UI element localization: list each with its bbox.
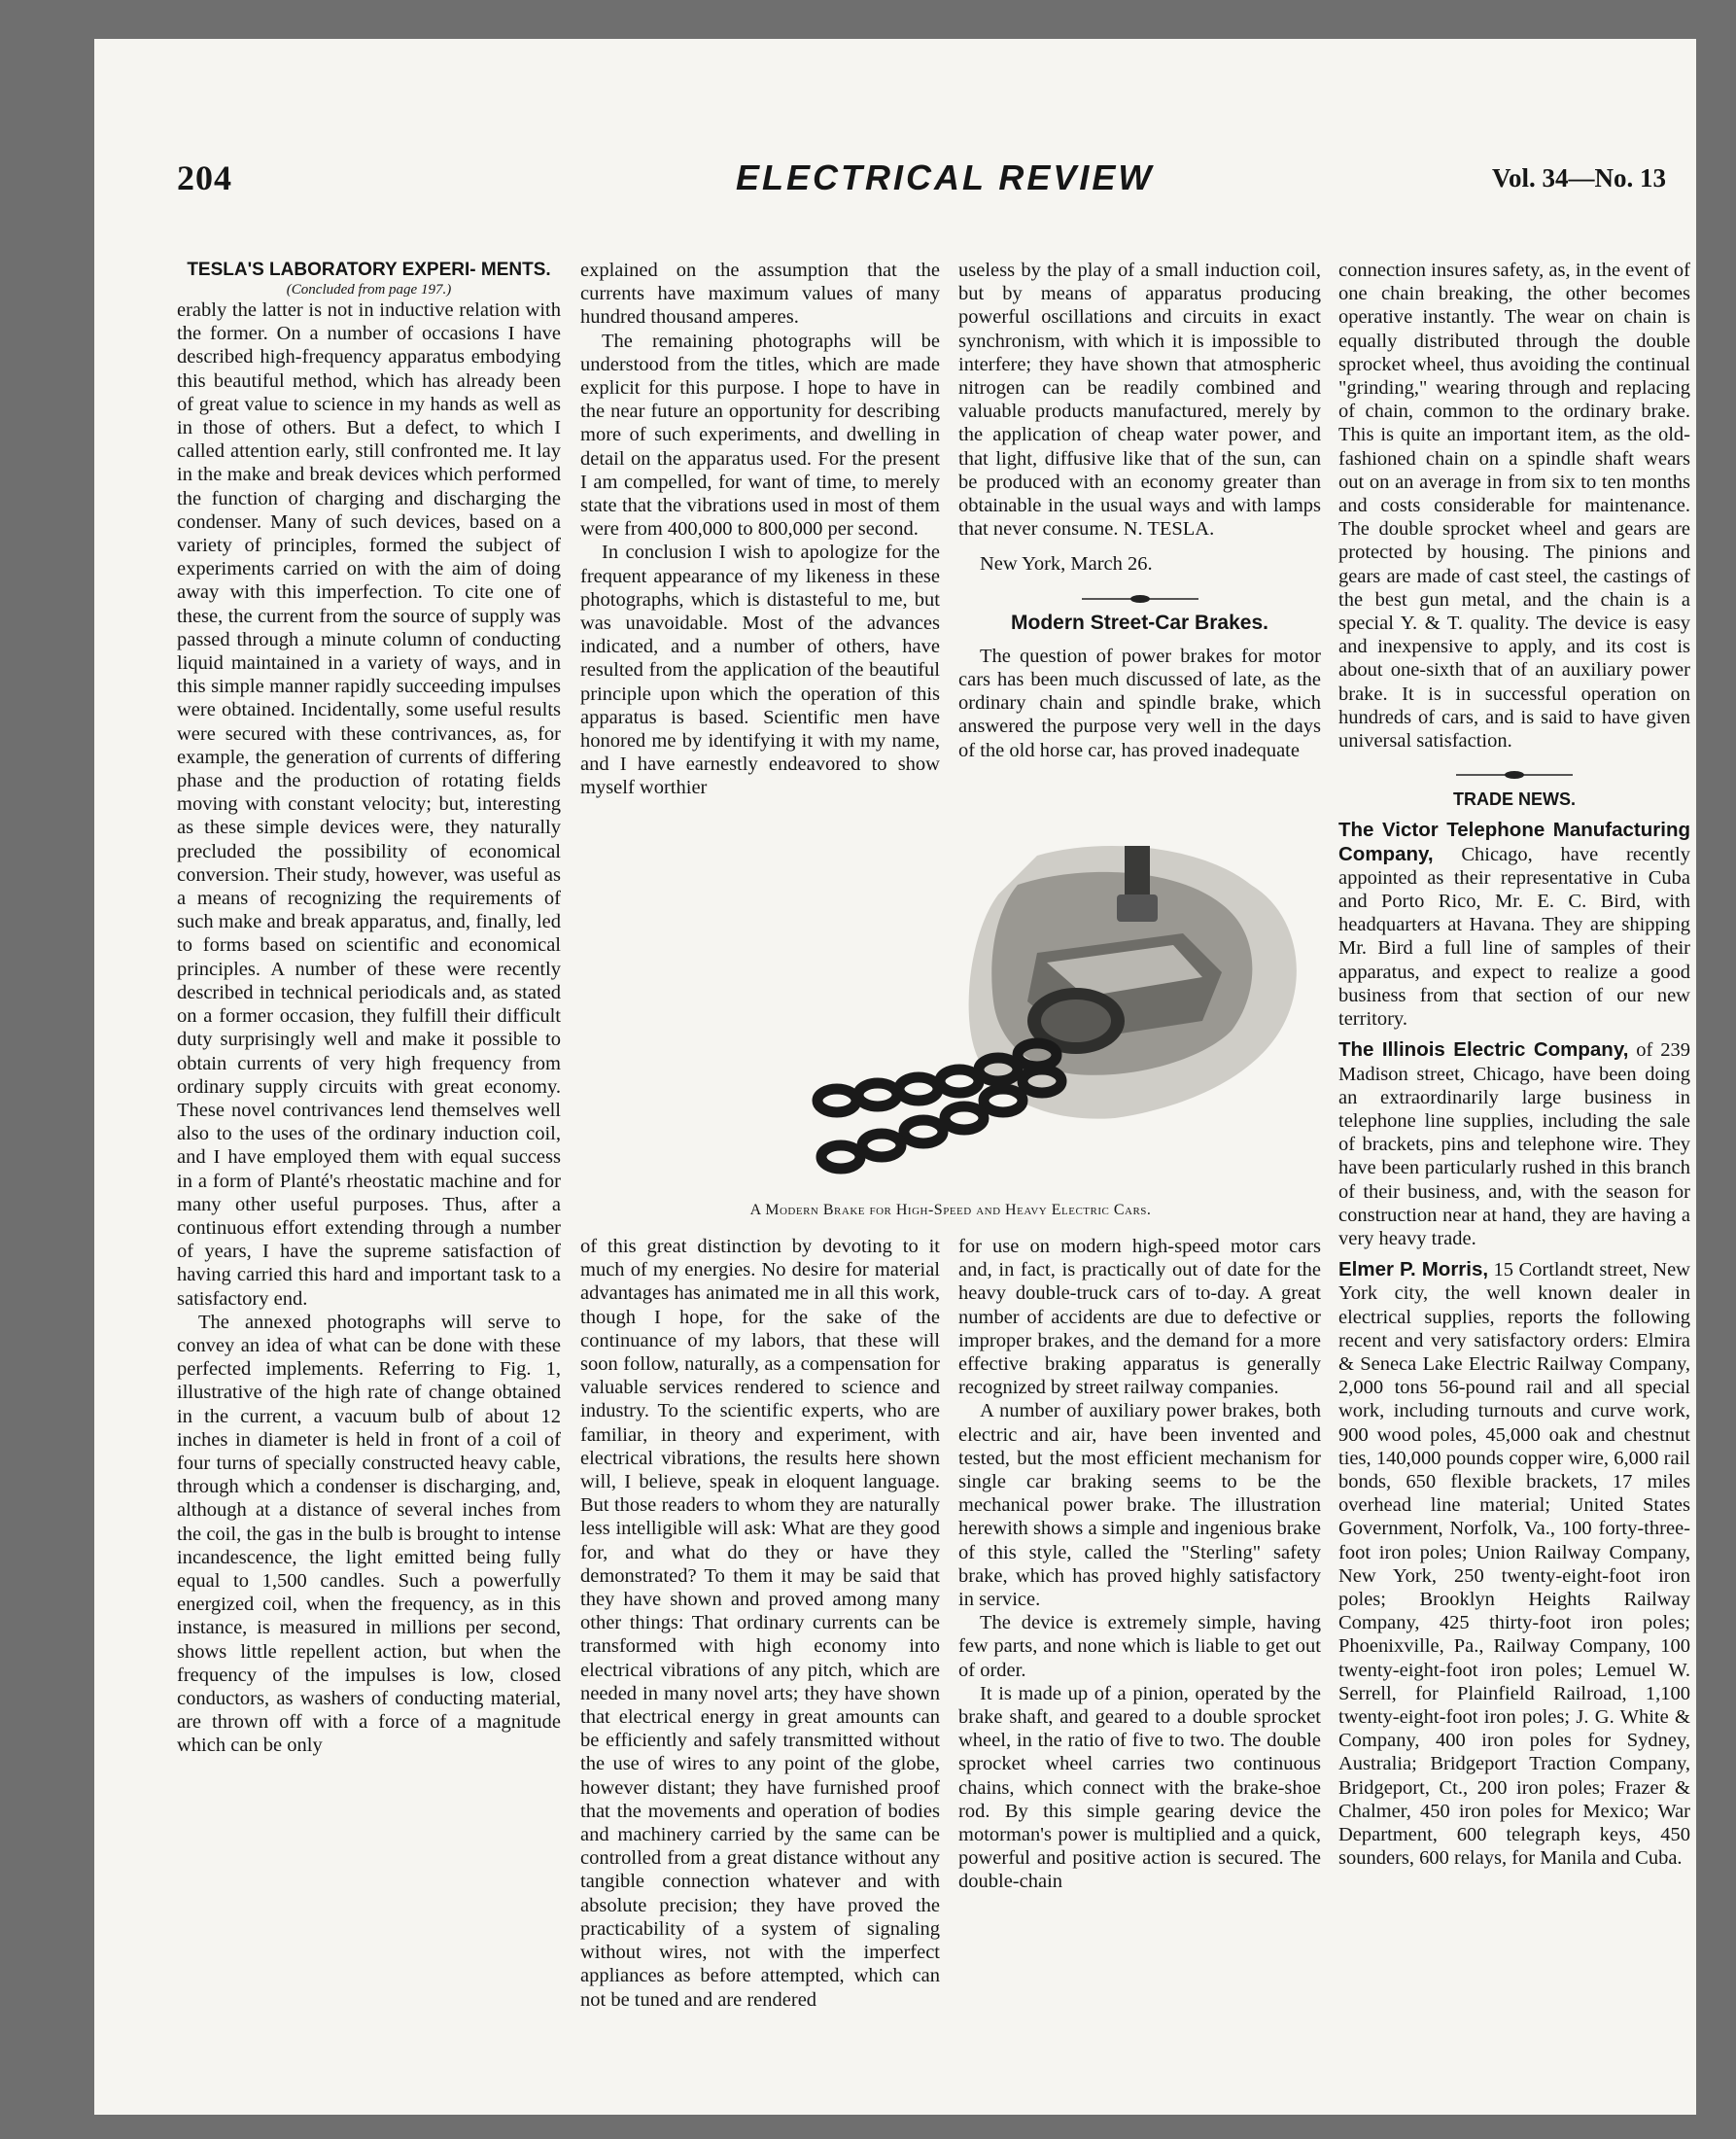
page-number: 204 xyxy=(177,158,232,197)
tesla-paragraph: In conclusion I wish to apologize for the frequent appearance of my likeness in these photographs, which is distasteful to me, but was unavoidable. Most of the advances indicated, and a number of others, have resulted from the application of the beautiful principle upon which the operation of this apparatus is based. Scientific men have honored me by identifying it with my name, and I have earnestly endeavored to show myself worthier xyxy=(580,542,940,799)
company-name: Elmer P. Morris, xyxy=(1338,1258,1489,1281)
brake-illustration xyxy=(794,826,1397,1196)
trade-news-heading: TRADE NEWS. xyxy=(1453,789,1576,810)
tesla-paragraph xyxy=(958,259,1321,541)
trade-item-illinois xyxy=(1338,1038,1690,1250)
ornament-divider xyxy=(958,588,1321,602)
column-3-bottom xyxy=(958,1235,1321,2071)
tesla-paragraph: The remaining photographs will be understood from the titles, which are made explicit for this purpose. I hope to have in the near future an opportunity for describing more of such experiments, and dwelling in detail on the apparatus used. For the present I am compelled, for want of time, to merely state that the vibrations used in most of them were from 400,000 to 800,000 per second. xyxy=(580,330,940,541)
brakes-paragraph: The device is extremely simple, having few parts, and none which is liable to get out of order. xyxy=(958,1612,1321,1681)
brakes-paragraph: A number of auxiliary power brakes, both electric and air, have been invented and tested, but the most efficient mechanism for single car braking seems to be the mechanical power brake. The illustration herewith shows a simple and ingenious brake of this style, called the "Sterling" safety brake, which has proved highly satisfactory in service. xyxy=(958,1400,1321,1611)
trade-item-morris xyxy=(1338,1258,1690,1870)
column-4 xyxy=(1338,259,1690,2086)
trade-text: Chicago, have recently appointed as their representative in Cuba and Porto Rico, Mr. E. C. Bird, with headquarters at Havana. They are shipping Mr. Bird a full line of samples of their apparatus, and expect to realize a good business from that section of our new territory. xyxy=(1338,843,1690,1031)
tesla-paragraph: of this great distinction by devoting to it much of my energies. No desire for material advantages has animated me in all this work, though I hope, for the sake of the continuance of my labors, that these will soon follow, naturally, as a compensation for valuable services rendered to science and industry. To the scientific experts, who are familiar, in theory and experiment, with electrical vibrations, the results here shown will, I believe, speak in eloquent language. But those readers to whom they are naturally less intelligible will ask: What are they good for, and what do they or have they demonstrated? To them it may be said that they have shown and proved among many other things: That ordinary currents can be transformed with high economy into electrical vibrations of any pitch, which are needed in many novel arts; they have shown that electrical energy in great amounts can be efficiently and safely transmitted without the use of wires to any point of the globe, however distant; they have furnished proof that the movements and operation of bodies and machinery carried by the same can be controlled from a great distance without any tangible connection whatever and with absolute precision; they have proved the practicability of a system of signaling without wires, not with the imperfect appliances as before attempted, which can not be tuned and are rendered xyxy=(580,1236,940,2011)
column-2-bottom xyxy=(580,1235,940,2071)
brakes-paragraph: connection insures safety, as, in the event of one chain breaking, the other becomes operative instantly. The wear on chain is equally distributed through the double sprocket wheel, thus avoiding the continual "grinding," wearing through and replacing of chain, common to the ordinary brake. This is quite an important item, as the old-fashioned chain on a spindle shaft wears out on an average in from six to ten months and costs considerable for maintenance. The double sprocket wheel and gears are protected by housing. The pinions and gears are made of cast steel, the castings of the best gun metal, and the chain is a special Y. & T. quality. The device is easy and inexpensive to apply, and its cost is about one-sixth that of an auxiliary power brake. It is in successful operation on hundreds of cars, and is said to have given universal satisfaction. xyxy=(1338,260,1690,753)
magazine-page xyxy=(94,39,1696,2115)
tesla-paragraph: explained on the assumption that the currents have maximum values of many hundred thousand amperes. xyxy=(580,260,940,329)
tesla-signature: N. TESLA. xyxy=(1123,518,1215,541)
company-name: The Victor Telephone Manufacturing Company, xyxy=(1338,819,1690,865)
company-name: The Illinois Electric Company, xyxy=(1338,1038,1629,1062)
page-header xyxy=(177,158,1693,216)
masthead: ELECTRICAL REVIEW xyxy=(736,158,1155,197)
trade-item-victor xyxy=(1338,819,1690,1031)
trade-text: 15 Cortlandt street, New York city, the well known dealer in electrical supplies, reports the following recent and very satisfactory orders: Elmira & Seneca Lake Electric Railway Company, 2,000 tons 56-pound rail and all special work, including turnouts and curve work, 900 wood poles, 45,000 oak and chestnut ties, 140,000 pounds copper wire, 6,000 rail bonds, 650 flexible brackets, 17 miles overhead line material; United States Government, Norfolk, Va., 100 forty-three-foot iron poles; Union Railway Company, New York, 250 twenty-eight-foot iron poles; Brooklyn Heights Railway Company, 425 thirty-foot iron poles; Phoenixville, Pa., Railway Company, 100 twenty-eight-foot iron poles; Lemuel W. Serrell, for Plainfield Railroad, 1,100 twenty-eight-foot iron poles; J. G. White & Company, 400 iron poles for Sydney, Australia; Bridgeport Traction Company, Bridgeport, Ct., 200 iron poles; Frazer & Chalmer, 450 iron poles for Mexico; War Department, 600 telegraph keys, 450 sounders, 600 relays, for Manila and Cuba. xyxy=(1338,1259,1690,1870)
trade-text: of 239 Madison street, Chicago, have been doing an extraordinarily large business in telephone line supplies, including the sale of brackets, pins and telephone wire. They have been particularly rushed in this branch of their business, and, with the season for construction near at hand, they are having a very heavy trade. xyxy=(1338,1039,1690,1249)
tesla-article-title: TESLA'S LABORATORY EXPERI- MENTS. xyxy=(187,260,551,280)
figure-caption: A Modern Brake for High-Speed and Heavy Electric Cars. xyxy=(749,1202,1152,1218)
place-date: New York, March 26. xyxy=(980,553,1153,576)
tesla-closing-text: useless by the play of a small induction coil, but by means of apparatus producing powerful oscillations and circuits in exact synchronism, with which it is impossible to interfere; they have shown that atmospheric nitrogen can be readily combined and valuable products manufactured, merely by the application of cheap water power, and that light, diffusive like that of the sun, can be produced with an economy greater than obtainable in the usual ways and with lamps that never consume. xyxy=(958,260,1321,541)
column-2-top xyxy=(580,259,940,891)
tesla-paragraph: The annexed photographs will serve to convey an idea of what can be done with these perfected implements. Referring to Fig. 1, illustrative of the high rate of change obtained in the current, a vacuum bulb of about 12 inches in diameter is held in front of a coil of four turns of specially constructed heavy cable, through which a condenser is discharging, and, although at a distance of several inches from the coil, the gas in the bulb is brought to intense incandescence, the light emitted being fully equal to 1,500 candles. Such a powerfully energized coil, when the frequency, as in this instance, is measured in millions per second, shows little repellent action, but when the frequency of the impulses is low, closed conductors, as washers of conducting material, are thrown off with a force of a magnitude which can be only xyxy=(177,1311,561,1757)
divider-ornament-icon xyxy=(1456,768,1573,782)
brake-chain-image-icon xyxy=(794,826,1397,1196)
brakes-paragraph: It is made up of a pinion, operated by the brake shaft, and geared to a double sprocket wheel, in the ratio of five to two. The double sprocket wheel carries two continuous chains, which connect with the brake-shoe rod. By this simple gearing device the motorman's power is multiplied and a quick, powerful and positive action is secured. The double-chain xyxy=(958,1682,1321,1893)
column-1 xyxy=(177,259,561,2077)
column-3-top xyxy=(958,259,1321,861)
divider-ornament-icon xyxy=(1082,592,1198,606)
volume-number: Vol. 34—No. 13 xyxy=(1491,163,1666,193)
brakes-paragraph: for use on modern high-speed motor cars and, in fact, is practically out of date for the heavy double-truck cars of to-day. A great number of accidents are due to defective or improper brakes, and the demand for a more effective braking apparatus is generally recognized by street railway companies. xyxy=(958,1236,1321,1399)
ornament-divider xyxy=(1338,764,1690,778)
tesla-paragraph: erably the latter is not in inductive relation with the former. On a number of occasions I have described high-frequency apparatus embodying this beautiful method, which has already been of great value to science in my hands as well as in those of others. But a defect, to which I called attention early, still confronted me. It lay in the make and break devices which performed the function of charging and discharging the condenser. Many of such devices, based on a variety of principles, formed the subject of experiments carried on with the aim of doing away with this imperfection. To cite one of these, the current from the source of supply was passed through a minute column of conducting liquid maintained in a variety of ways, and in this simple manner rapidly succeeding impulses were obtained. Incidentally, some useful results were secured with these contrivances, as, for example, the generation of currents of differing phase and the production of rotating fields moving with constant velocity; but, interesting as these simple devices were, they naturally precluded the possibility of economical conversion. Their study, however, was useful as a means of recognizing the requirements of such make and break apparatus, and, finally, led to forms based on scientific and economical principles. A number of these were recently described in technical periodicals and, as stated on a former occasion, they fulfill their difficult duty surprisingly well and make it possible to obtain currents of very high frequency from ordinary supply circuits with great economy. These novel contrivances lend themselves well also to the uses of the ordinary induction coil, and I have employed them with equal success in a form of Planté's rheostatic machine and for many other useful purposes. Thus, after a continuous effort extending through a number of years, I have the supreme satisfaction of having carried this hard and important task to a satisfactory end. xyxy=(177,299,561,1310)
concluded-note: (Concluded from page 197.) xyxy=(286,282,452,298)
brakes-article-title: Modern Street-Car Brakes. xyxy=(1011,611,1268,634)
brakes-paragraph: The question of power brakes for motor cars has been much discussed of late, as the ordinary chain and spindle brake, which answered the purpose very well in the days of the old horse car, has proved inadequate xyxy=(958,645,1321,761)
